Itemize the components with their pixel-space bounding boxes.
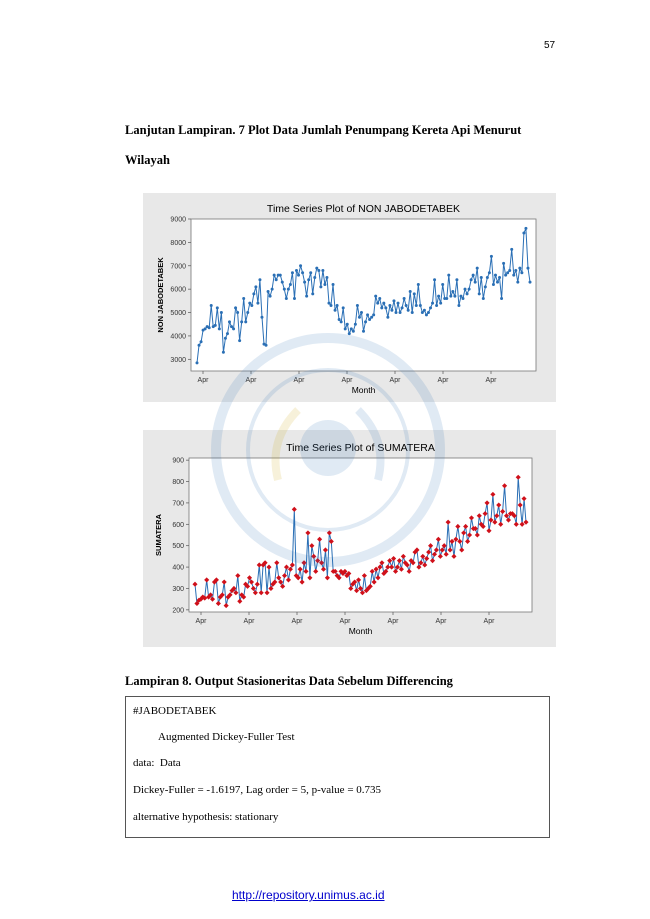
data-point bbox=[522, 232, 525, 235]
data-point bbox=[433, 278, 436, 281]
data-point bbox=[425, 313, 428, 316]
data-point bbox=[242, 297, 245, 300]
data-point bbox=[464, 288, 467, 291]
y-tick-label: 3000 bbox=[170, 356, 186, 364]
data-point bbox=[472, 274, 475, 277]
data-point bbox=[451, 290, 454, 293]
page-number: 57 bbox=[544, 40, 556, 51]
data-point bbox=[461, 297, 464, 300]
data-point bbox=[366, 313, 369, 316]
data-point bbox=[423, 309, 426, 312]
x-tick-label: Apr bbox=[389, 377, 401, 384]
y-tick-label: 300 bbox=[172, 585, 184, 593]
data-point bbox=[246, 311, 249, 314]
data-point bbox=[364, 320, 367, 323]
data-point bbox=[244, 320, 247, 323]
data-point bbox=[441, 283, 444, 286]
y-tick-label: 7000 bbox=[170, 263, 186, 271]
data-point bbox=[236, 311, 239, 314]
data-point bbox=[321, 269, 324, 272]
y-tick-label: 200 bbox=[172, 607, 184, 615]
data-point bbox=[449, 295, 452, 298]
data-point bbox=[338, 318, 341, 321]
data-point bbox=[269, 295, 272, 298]
data-point bbox=[468, 288, 471, 291]
data-point bbox=[466, 292, 469, 295]
data-point bbox=[392, 299, 395, 302]
x-tick-label: Apr bbox=[387, 618, 399, 625]
data-point bbox=[429, 306, 432, 309]
y-tick-label: 6000 bbox=[170, 286, 186, 294]
data-point bbox=[397, 302, 400, 305]
data-point bbox=[476, 267, 479, 270]
data-point bbox=[230, 325, 233, 328]
x-axis-label: Month bbox=[351, 385, 376, 395]
y-tick-label: 4000 bbox=[170, 333, 186, 341]
chart-title: Time Series Plot of NON JABODETABEK bbox=[266, 203, 461, 215]
y-axis-label: NON JABODETABEK bbox=[156, 257, 165, 333]
data-point bbox=[273, 274, 276, 277]
data-point bbox=[311, 292, 314, 295]
data-point bbox=[520, 271, 523, 274]
data-point bbox=[470, 278, 473, 281]
data-point bbox=[252, 292, 255, 295]
x-tick-label: Apr bbox=[437, 377, 449, 384]
x-tick-label: Apr bbox=[483, 618, 495, 625]
y-tick-label: 600 bbox=[172, 521, 184, 529]
y-tick-label: 700 bbox=[172, 500, 184, 508]
data-point bbox=[254, 285, 257, 288]
x-tick-label: Apr bbox=[435, 618, 447, 625]
data-point bbox=[279, 274, 282, 277]
data-point bbox=[526, 267, 529, 270]
data-point bbox=[330, 304, 333, 307]
data-point bbox=[291, 271, 294, 274]
data-point bbox=[299, 264, 302, 267]
data-point bbox=[307, 278, 310, 281]
data-point bbox=[275, 278, 278, 281]
data-point bbox=[407, 309, 410, 312]
data-point bbox=[327, 302, 330, 305]
data-point bbox=[488, 271, 491, 274]
data-point bbox=[378, 297, 381, 300]
data-point bbox=[354, 323, 357, 326]
data-point bbox=[482, 297, 485, 300]
data-point bbox=[415, 304, 418, 307]
data-point bbox=[334, 309, 337, 312]
data-point bbox=[445, 297, 448, 300]
data-point bbox=[214, 324, 217, 327]
data-point bbox=[370, 316, 373, 319]
data-point bbox=[405, 304, 408, 307]
output-hypothesis-line: alternative hypothesis: stationary bbox=[133, 811, 279, 823]
data-point bbox=[484, 285, 487, 288]
data-point bbox=[431, 302, 434, 305]
x-tick-label: Apr bbox=[195, 618, 207, 625]
data-point bbox=[374, 295, 377, 298]
data-point bbox=[342, 306, 345, 309]
data-point bbox=[504, 274, 507, 277]
data-point bbox=[376, 302, 379, 305]
data-point bbox=[508, 269, 511, 272]
data-point bbox=[323, 283, 326, 286]
data-point bbox=[447, 274, 450, 277]
data-point bbox=[518, 267, 521, 270]
data-point bbox=[216, 306, 219, 309]
data-point bbox=[372, 313, 375, 316]
data-point bbox=[240, 320, 243, 323]
data-point bbox=[502, 262, 505, 265]
data-point bbox=[210, 304, 213, 307]
x-tick-label: Apr bbox=[245, 377, 257, 384]
data-point bbox=[319, 285, 322, 288]
data-point bbox=[368, 318, 371, 321]
data-point bbox=[435, 304, 438, 307]
data-point bbox=[301, 271, 304, 274]
data-point bbox=[427, 311, 430, 314]
data-point bbox=[506, 271, 509, 274]
data-point bbox=[309, 271, 312, 274]
data-point bbox=[336, 304, 339, 307]
data-point bbox=[332, 283, 335, 286]
data-point bbox=[421, 311, 424, 314]
data-point bbox=[346, 323, 349, 326]
data-point bbox=[285, 297, 288, 300]
data-point bbox=[413, 292, 416, 295]
data-point bbox=[360, 311, 363, 314]
data-point bbox=[403, 297, 406, 300]
data-point bbox=[340, 320, 343, 323]
data-point bbox=[524, 227, 527, 230]
data-point bbox=[500, 297, 503, 300]
data-point bbox=[459, 295, 462, 298]
appendix7-heading-line1: Lanjutan Lampiran. 7 Plot Data Jumlah Penumpang Kereta Api Menurut bbox=[125, 123, 522, 137]
data-point bbox=[204, 327, 207, 330]
x-tick-label: Apr bbox=[243, 618, 255, 625]
data-point bbox=[478, 292, 481, 295]
data-point bbox=[200, 340, 203, 343]
data-point bbox=[382, 302, 385, 305]
data-point bbox=[394, 311, 397, 314]
data-point bbox=[248, 302, 251, 305]
data-point bbox=[437, 295, 440, 298]
data-point bbox=[399, 311, 402, 314]
repository-link[interactable]: http://repository.unimus.ac.id bbox=[232, 888, 385, 902]
data-point bbox=[234, 306, 237, 309]
y-tick-label: 800 bbox=[172, 479, 184, 487]
data-point bbox=[384, 306, 387, 309]
data-point bbox=[409, 290, 412, 293]
y-tick-label: 400 bbox=[172, 564, 184, 572]
data-point bbox=[271, 288, 274, 291]
y-tick-label: 500 bbox=[172, 543, 184, 551]
data-point bbox=[512, 274, 515, 277]
adf-test-output bbox=[125, 696, 550, 838]
data-point bbox=[289, 283, 292, 286]
data-point bbox=[419, 304, 422, 307]
data-point bbox=[514, 269, 517, 272]
data-point bbox=[516, 281, 519, 284]
data-point bbox=[390, 309, 393, 312]
data-point bbox=[196, 361, 199, 364]
data-point bbox=[287, 288, 290, 291]
data-point bbox=[315, 267, 318, 270]
y-tick-label: 8000 bbox=[170, 239, 186, 247]
data-point bbox=[281, 281, 284, 284]
data-point bbox=[293, 297, 296, 300]
data-point bbox=[457, 304, 460, 307]
data-point bbox=[250, 304, 253, 307]
data-point bbox=[228, 320, 231, 323]
y-tick-label: 9000 bbox=[170, 216, 186, 224]
data-point bbox=[380, 306, 383, 309]
university-seal-watermark bbox=[208, 330, 448, 570]
data-point bbox=[356, 304, 359, 307]
data-point bbox=[260, 316, 263, 319]
data-point bbox=[388, 304, 391, 307]
data-point bbox=[529, 281, 532, 284]
data-point bbox=[198, 344, 201, 347]
appendix8-heading: Lampiran 8. Output Stasioneritas Data Sebelum Differencing bbox=[125, 674, 453, 688]
output-test-name: Augmented Dickey-Fuller Test bbox=[158, 731, 295, 743]
data-point bbox=[480, 276, 483, 279]
data-point bbox=[325, 276, 328, 279]
data-point bbox=[439, 302, 442, 305]
data-point bbox=[474, 281, 477, 284]
data-point bbox=[510, 248, 513, 251]
data-point bbox=[417, 283, 420, 286]
data-point bbox=[208, 326, 211, 329]
y-tick-label: 5000 bbox=[170, 310, 186, 318]
output-series-label: #JABODETABEK bbox=[133, 705, 217, 717]
y-axis-label: SUMATERA bbox=[154, 514, 163, 556]
data-point bbox=[256, 302, 259, 305]
chart-title: Time Series Plot of SUMATERA bbox=[286, 442, 435, 454]
data-point bbox=[494, 274, 497, 277]
data-point bbox=[305, 295, 308, 298]
data-point bbox=[386, 316, 389, 319]
data-point bbox=[455, 278, 458, 281]
data-point bbox=[496, 281, 499, 284]
x-tick-label: Apr bbox=[339, 618, 351, 625]
data-point bbox=[411, 311, 414, 314]
x-tick-label: Apr bbox=[291, 618, 303, 625]
x-tick-label: Apr bbox=[341, 377, 353, 384]
x-tick-label: Apr bbox=[293, 377, 305, 384]
data-point bbox=[492, 283, 495, 286]
data-point bbox=[498, 276, 501, 279]
data-point bbox=[317, 269, 320, 272]
data-point bbox=[283, 288, 286, 291]
data-point bbox=[258, 278, 261, 281]
data-point bbox=[486, 276, 489, 279]
data-point bbox=[313, 276, 316, 279]
output-data-line: data: Data bbox=[133, 757, 181, 769]
data-point bbox=[220, 311, 223, 314]
y-tick-label: 900 bbox=[172, 457, 184, 465]
data-point bbox=[358, 316, 361, 319]
x-axis-label: Month bbox=[348, 626, 373, 636]
data-point bbox=[303, 281, 306, 284]
data-point bbox=[401, 306, 404, 309]
data-point bbox=[490, 255, 493, 258]
output-statistic-line: Dickey-Fuller = -1.6197, Lag order = 5, p-value = 0.735 bbox=[133, 784, 382, 796]
appendix7-heading-line2: Wilayah bbox=[125, 153, 170, 167]
data-point bbox=[295, 269, 298, 272]
data-point bbox=[453, 295, 456, 298]
data-point bbox=[267, 290, 270, 293]
x-tick-label: Apr bbox=[197, 377, 209, 384]
data-point bbox=[297, 274, 300, 277]
x-tick-label: Apr bbox=[485, 377, 497, 384]
